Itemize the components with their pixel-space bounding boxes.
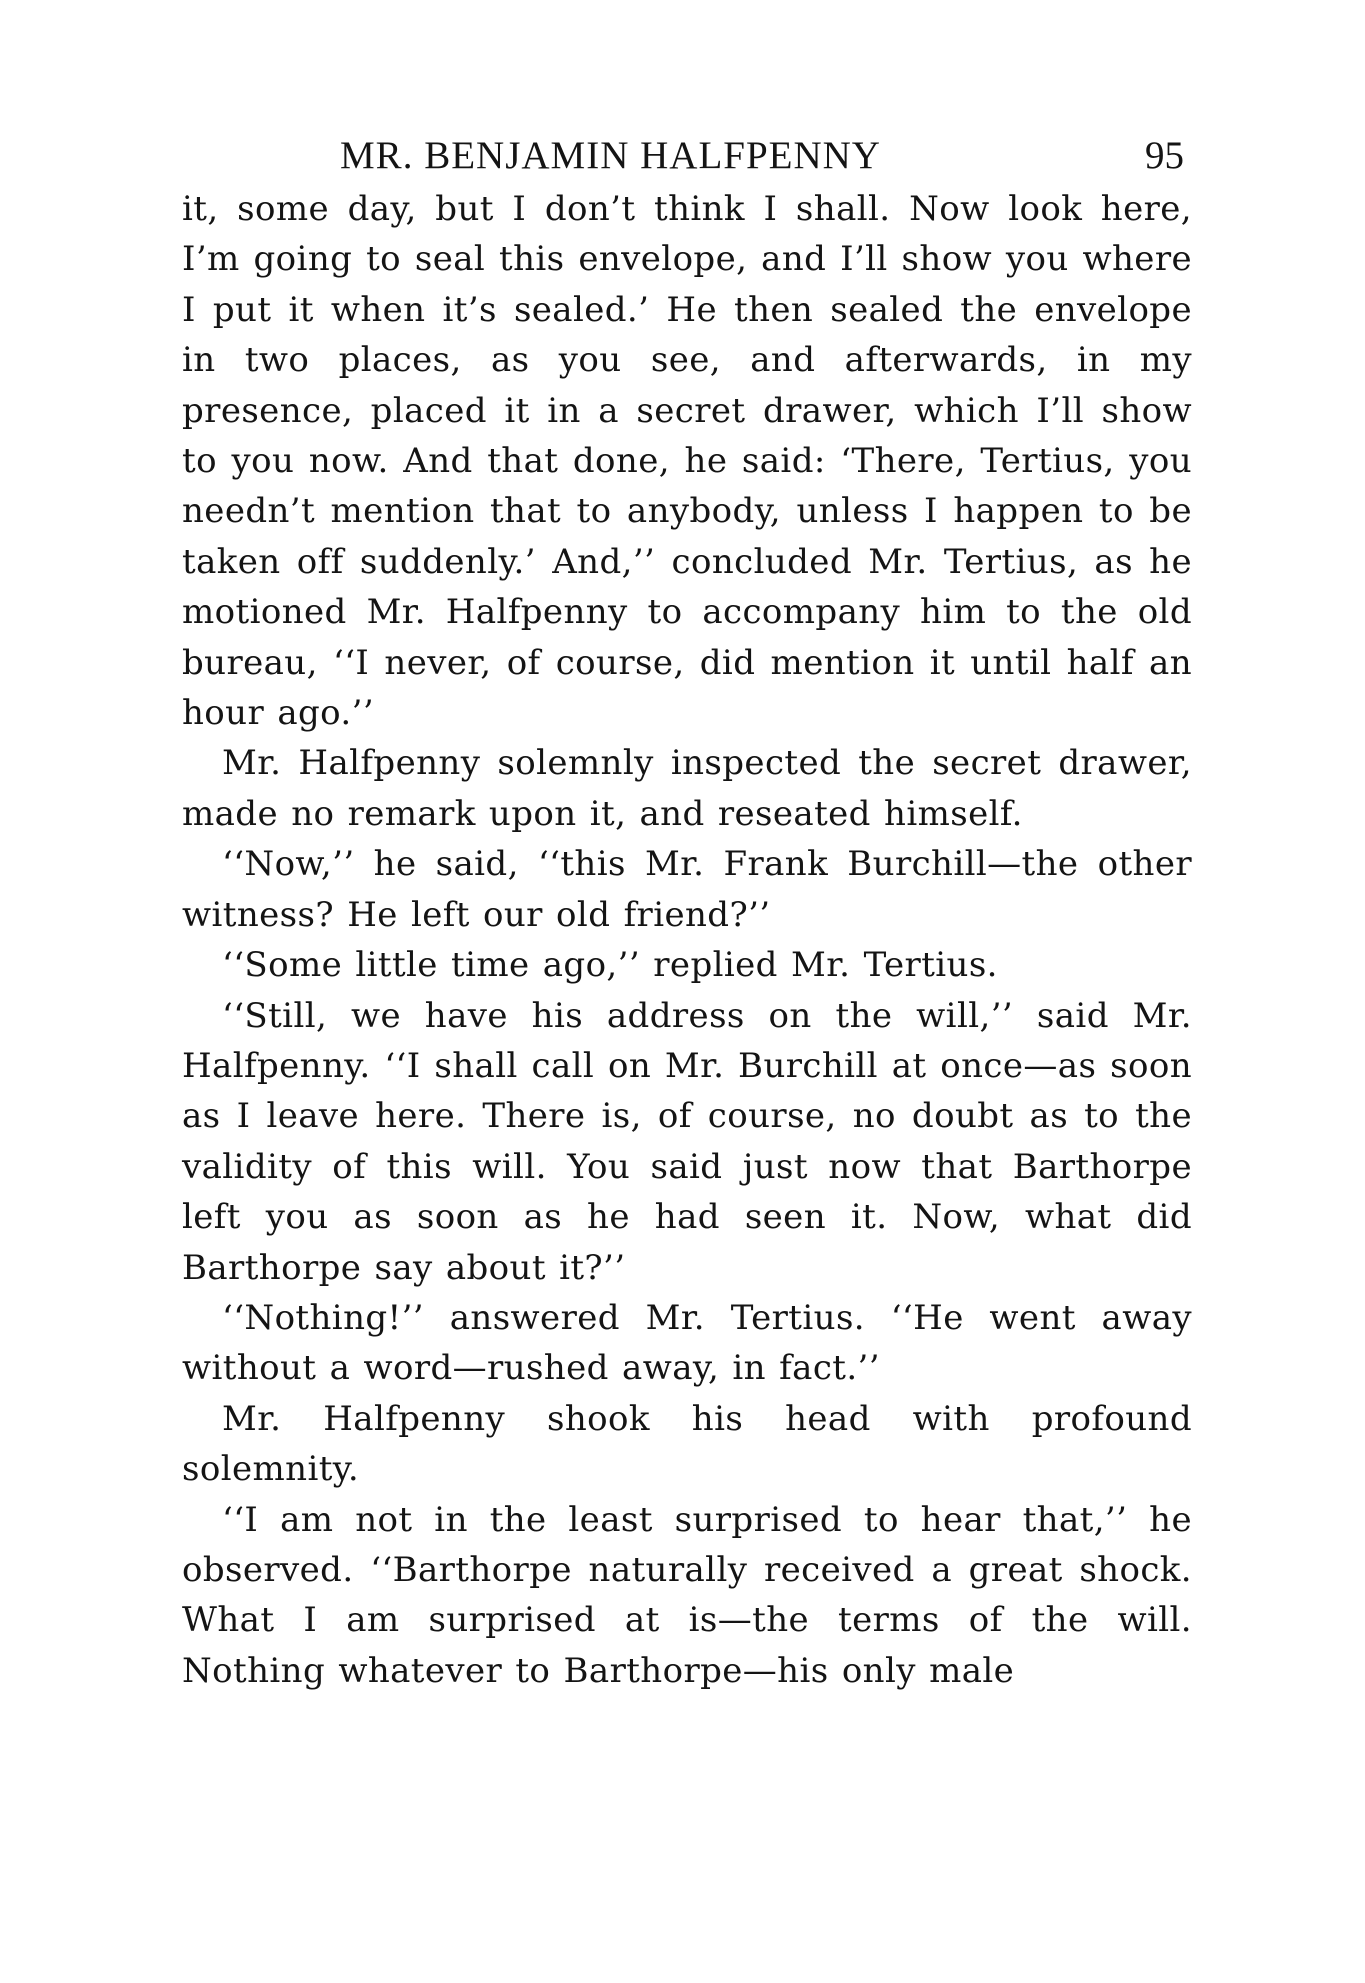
paragraph: Mr. Halfpenny solemnly inspected the secret drawer, made no remark upon it, and reseated himself. [182, 743, 1192, 834]
paragraph: ‘‘Some little time ago,’’ replied Mr. Tertius. [222, 945, 998, 986]
paragraph: ‘‘Still, we have his address on the will,’’ said Mr. Halfpenny. ‘‘I shall call on Mr. Burchill at once—as soon as I leave here. There is, of course, no doubt as to the validity of this will. You said just now that Barthorpe left you as soon as he had seen it. Now, what did Barthorpe say about it?’’ [182, 995, 1192, 1288]
paragraph: Mr. Halfpenny shook his head with profound solemnity. [182, 1398, 1192, 1490]
paragraph: ‘‘Now,’’ he said, ‘‘this Mr. Frank Burchill—the other witness? He left our old friend?’’ [182, 844, 1192, 935]
page-number: 95 [1145, 134, 1184, 177]
paragraph: it, some day, but I don’t think I shall. Now look here, I’m going to seal this envelope, and I’ll show you where I put it when it’s sealed.’ He then sealed the envelope in two places, as you see, and afterwards, in my presence, placed it in a secret drawer, which I’ll show to you now. And that done, he said: ‘There, Tertius, you needn’t mention that to anybody, unless I happen to be taken off suddenly.’ And,’’ concluded Mr. Tertius, as he motioned Mr. Halfpenny to accompany him to the old bureau, ‘‘I never, of course, did mention it until half an hour ago.’’ [182, 189, 1192, 734]
paragraph: ‘‘Nothing!’’ answered Mr. Tertius. ‘‘He went away without a word—rushed away, in fact.’’ [182, 1297, 1192, 1389]
running-title: MR. BENJAMIN HALFPENNY [340, 134, 881, 177]
running-head [182, 128, 1192, 184]
paragraph: ‘‘I am not in the least surprised to hear that,’’ he observed. ‘‘Barthorpe naturally received a great shock. What I am surprised at is—the terms of the will. Nothing whatever to Barthorpe—his only male [182, 1499, 1192, 1691]
body-text [182, 184, 1192, 1696]
book-page [182, 128, 1192, 1696]
